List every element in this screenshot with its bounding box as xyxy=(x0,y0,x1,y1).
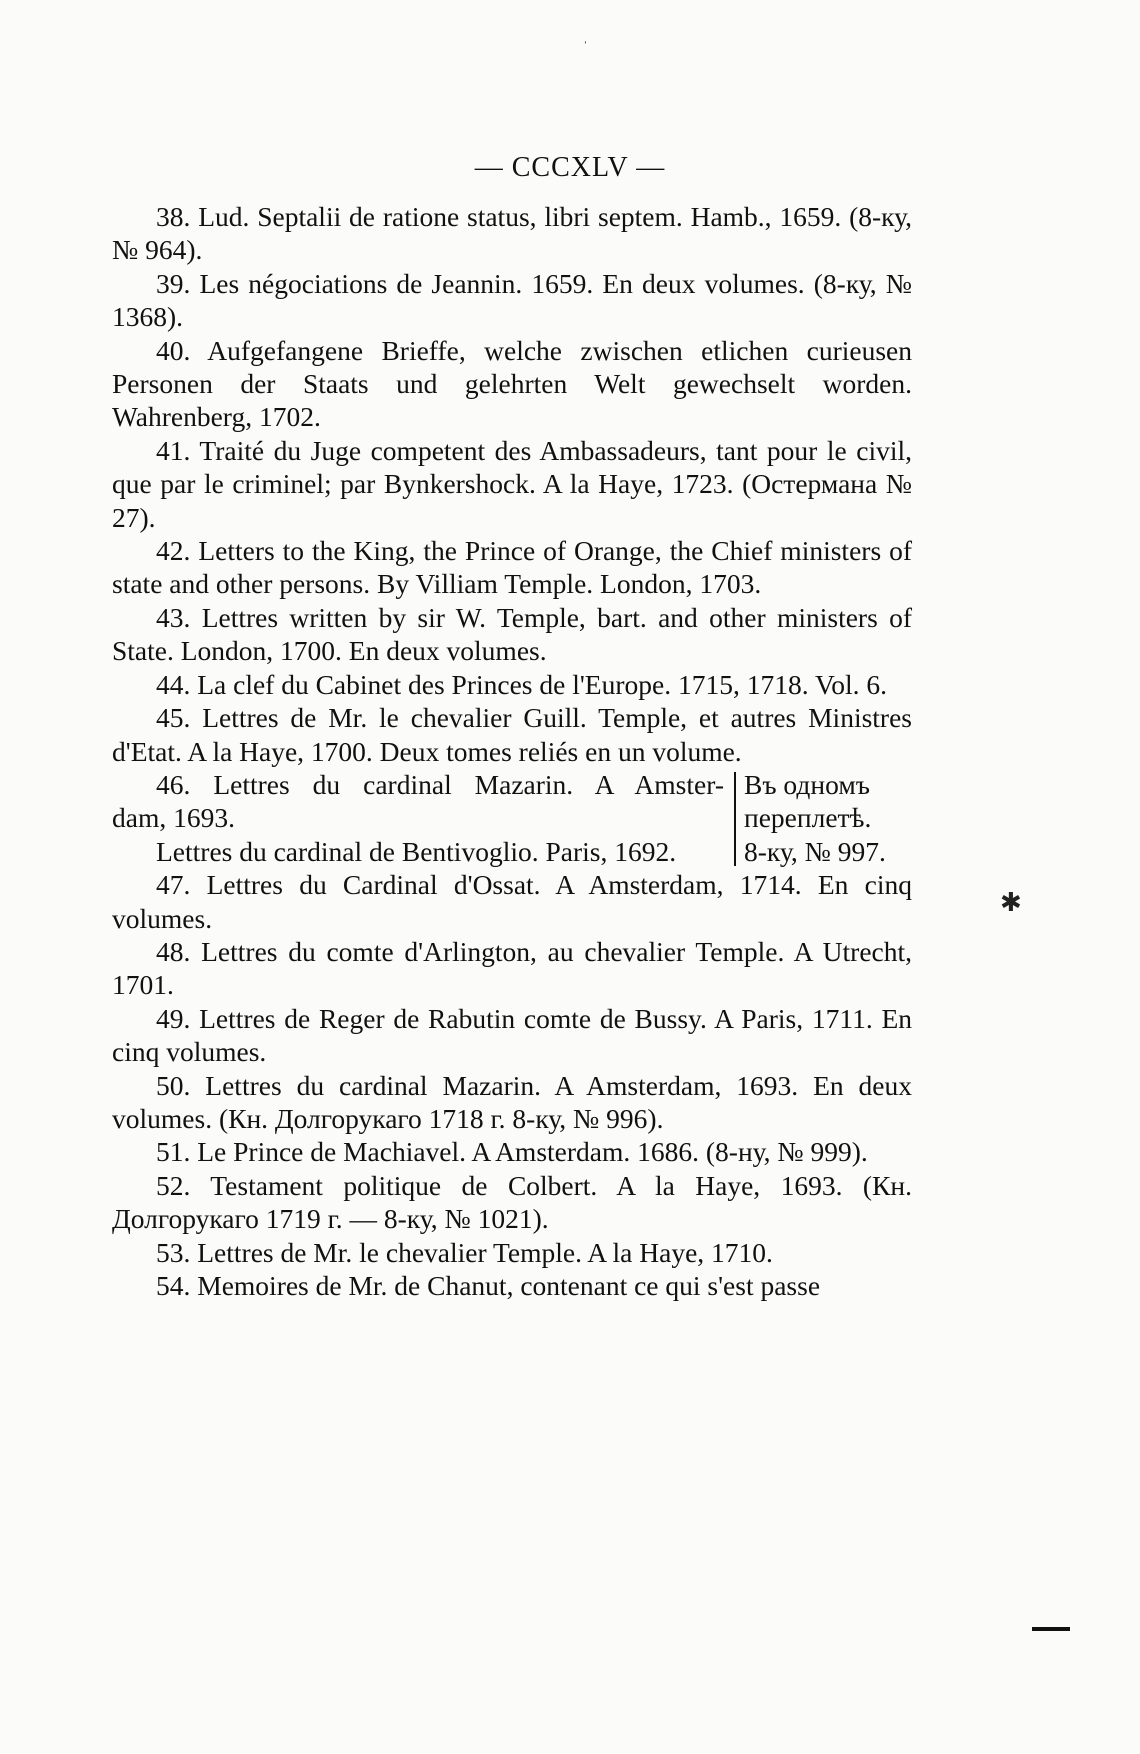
catalog-entry: 47. Lettres du Cardinal d'Ossat. A Amsterdam, 1714. En cinq volumes. xyxy=(112,869,912,934)
catalog-entry: 39. Les négociations de Jeannin. 1659. En deux volumes. (8-ку, № 1368). xyxy=(112,267,912,333)
catalog-entry: 38. Lud. Septalii de ratione status, libri septem. Hamb., 1659. (8-ку, № 964). xyxy=(112,201,912,266)
bracket-bar xyxy=(734,772,736,866)
catalog-entries xyxy=(112,200,912,1302)
entry-46-note xyxy=(744,768,912,868)
catalog-entry: 41. Traité du Juge competent des Ambassadeurs, tant pour le civil, que par le criminel; par Bynkershock. A la Haye, 1723. (Остермана № 27). xyxy=(112,434,912,533)
binding-note: 8-ку, № 997. xyxy=(744,835,886,867)
catalog-entry: 45. Lettres de Mr. le chevalier Guill. Temple, et autres Ministres d'Etat. A la Haye, 1700. Deux tomes reliés en un volume. xyxy=(112,702,912,767)
catalog-entry: 44. La clef du Cabinet des Princes de l'Europe. 1715, 1718. Vol. 6. xyxy=(156,668,888,700)
catalog-entry: 49. Lettres de Reger de Rabutin comte de Bussy. A Paris, 1711. En cinq volumes. xyxy=(112,1002,912,1068)
entry-46-line: 46. Lettres du cardinal Mazarin. A Amster- xyxy=(156,768,724,800)
catalog-entry: 50. Lettres du cardinal Mazarin. A Amsterdam, 1693. En deux volumes. (Кн. Долгорукаго 1718 г. 8-ку, № 996). xyxy=(112,1069,912,1134)
catalog-entry: 43. Lettres written by sir W. Temple, bart. and other ministers of State. London, 1700. En deux volumes. xyxy=(112,601,912,667)
entry-46-main xyxy=(112,768,734,868)
catalog-entry: 52. Testament politique de Colbert. A la Haye, 1693. (Кн. Долгорукаго 1719 г. — 8-ку, № 1021). xyxy=(112,1169,912,1235)
ink-speck-icon: ˈ xyxy=(583,40,588,55)
catalog-entry: 53. Lettres de Mr. le chevalier Temple. A la Haye, 1710. xyxy=(156,1236,773,1268)
catalog-entry: 42. Letters to the King, the Prince of Orange, the Chief ministers of state and other persons. By Villiam Temple. London, 1703. xyxy=(112,535,912,600)
entry-46-line: dam, 1693. xyxy=(112,802,235,834)
catalog-entry: 40. Aufgefangene Brieffe, welche zwischen etlichen curieusen Personen der Staats und gelehrten Welt gewechselt worden. Wahrenberg, 1702. xyxy=(112,334,912,433)
ink-dash-mark xyxy=(1032,1627,1070,1631)
ink-blot-icon: ✱ xyxy=(1000,888,1022,917)
entry-46-line: Lettres du cardinal de Bentivoglio. Paris, 1692. xyxy=(156,835,677,867)
catalog-entry: 54. Memoires de Mr. de Chanut, contenant ce qui s'est passe xyxy=(156,1270,821,1301)
binding-note: переплетѣ. xyxy=(744,802,872,834)
catalog-entry: 48. Lettres du comte d'Arlington, au chevalier Temple. A Utrecht, 1701. xyxy=(112,935,912,1001)
catalog-entry-46-group xyxy=(112,768,912,868)
catalog-entry: 51. Le Prince de Machiavel. A Amsterdam. 1686. (8-ну, № 999). xyxy=(156,1136,868,1168)
page-folio: — CCCXLV — xyxy=(474,152,666,183)
binding-note: Въ одномъ xyxy=(744,768,870,800)
